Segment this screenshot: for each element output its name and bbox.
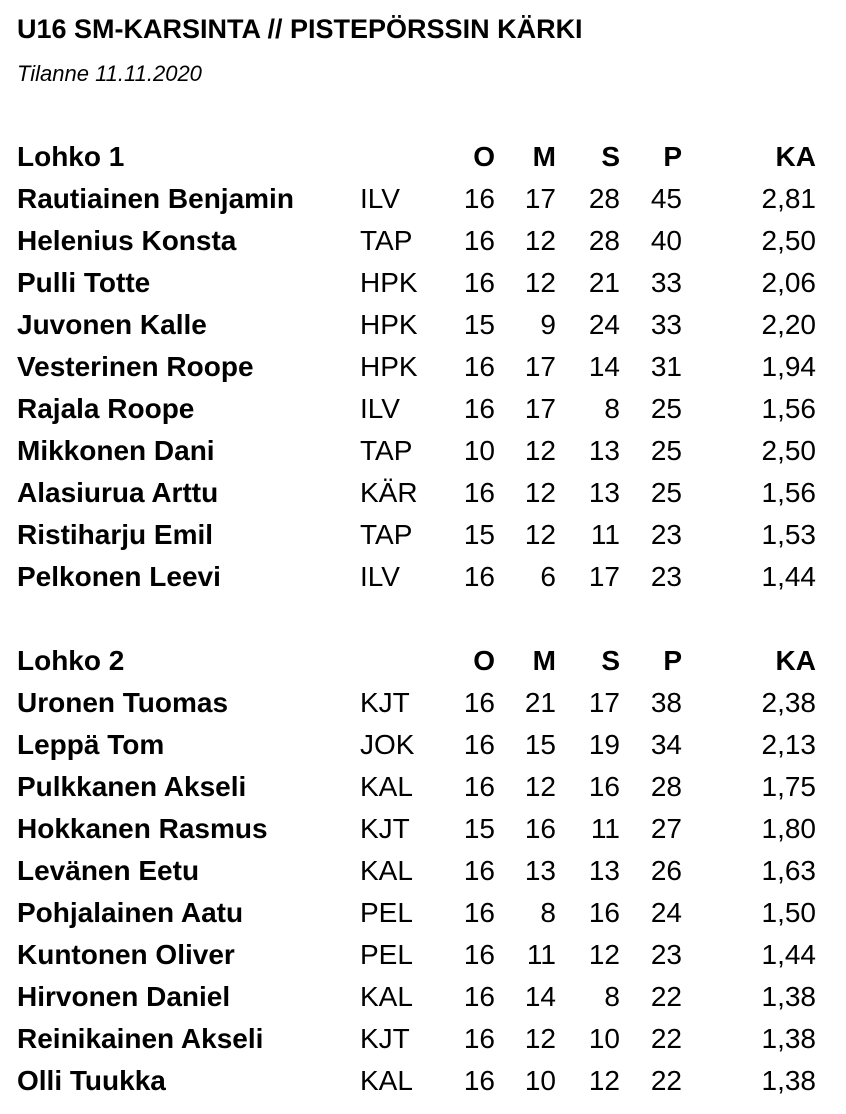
table-row bbox=[0, 430, 846, 472]
cell-ka: 2,13 bbox=[761, 729, 816, 760]
table-row bbox=[0, 934, 846, 976]
cell-team: KJT bbox=[360, 1023, 410, 1054]
cell-s: 14 bbox=[588, 351, 620, 382]
table-row bbox=[0, 1060, 846, 1102]
cell-o: 16 bbox=[463, 183, 495, 214]
cell-name: Pulkkanen Akseli bbox=[17, 771, 247, 802]
group-lohko-1 bbox=[0, 136, 846, 598]
table-row bbox=[0, 682, 846, 724]
cell-o: 16 bbox=[463, 729, 495, 760]
cell-m: 17 bbox=[524, 393, 556, 424]
cell-ka: 2,06 bbox=[761, 267, 816, 298]
cell-o: 16 bbox=[463, 267, 495, 298]
cell-m: 12 bbox=[524, 519, 556, 550]
table-row bbox=[0, 556, 846, 598]
cell-ka: 1,44 bbox=[761, 939, 816, 970]
cell-s: 28 bbox=[588, 183, 620, 214]
cell-name: Hirvonen Daniel bbox=[17, 981, 231, 1012]
cell-team: JOK bbox=[360, 729, 415, 760]
cell-p: 26 bbox=[650, 855, 682, 886]
date-subtitle: Tilanne 11.11.2020 bbox=[17, 61, 202, 86]
cell-ka: 2,20 bbox=[761, 309, 816, 340]
cell-o: 16 bbox=[463, 351, 495, 382]
cell-o: 10 bbox=[463, 435, 495, 466]
cell-o: 16 bbox=[463, 225, 495, 256]
cell-ka: 2,81 bbox=[761, 183, 816, 214]
cell-p: 23 bbox=[650, 561, 682, 592]
cell-team: HPK bbox=[360, 351, 418, 382]
cell-team: KÄR bbox=[360, 477, 418, 508]
cell-name: Pohjalainen Aatu bbox=[17, 897, 244, 928]
cell-o: 16 bbox=[463, 1023, 495, 1054]
cell-team: TAP bbox=[360, 519, 413, 550]
cell-name: Rautiainen Benjamin bbox=[17, 183, 294, 214]
cell-name: Reinikainen Akseli bbox=[17, 1023, 264, 1054]
cell-team: KJT bbox=[360, 813, 410, 844]
cell-ka: 1,44 bbox=[761, 561, 816, 592]
cell-o: 15 bbox=[463, 519, 495, 550]
cell-ka: 1,94 bbox=[761, 351, 816, 382]
cell-name: Olli Tuukka bbox=[17, 1065, 166, 1096]
cell-m: 13 bbox=[524, 855, 556, 886]
cell-team: PEL bbox=[360, 897, 413, 928]
cell-m: 12 bbox=[524, 771, 556, 802]
cell-team: KAL bbox=[360, 981, 413, 1012]
cell-m: 12 bbox=[524, 477, 556, 508]
cell-ka: 2,50 bbox=[761, 435, 816, 466]
cell-s: 16 bbox=[588, 897, 620, 928]
cell-p: 25 bbox=[650, 393, 682, 424]
cell-name: Helenius Konsta bbox=[17, 225, 237, 256]
cell-name: Hokkanen Rasmus bbox=[17, 813, 268, 844]
table-row bbox=[0, 388, 846, 430]
cell-s: 13 bbox=[588, 855, 620, 886]
cell-p: 27 bbox=[650, 813, 682, 844]
cell-p: 25 bbox=[650, 435, 682, 466]
cell-o: 16 bbox=[463, 393, 495, 424]
table-row bbox=[0, 724, 846, 766]
table-row bbox=[0, 178, 846, 220]
cell-o: 15 bbox=[463, 813, 495, 844]
cell-team: TAP bbox=[360, 435, 413, 466]
cell-m: 17 bbox=[524, 183, 556, 214]
column-header-o: O bbox=[473, 645, 495, 676]
cell-m: 21 bbox=[524, 687, 556, 718]
cell-s: 12 bbox=[588, 939, 620, 970]
cell-o: 15 bbox=[463, 309, 495, 340]
column-header-m: M bbox=[532, 141, 556, 172]
column-header-s: S bbox=[601, 645, 620, 676]
cell-s: 11 bbox=[590, 813, 620, 844]
column-header-ka: KA bbox=[775, 645, 816, 676]
column-header-ka: KA bbox=[775, 141, 816, 172]
cell-team: TAP bbox=[360, 225, 413, 256]
cell-name: Kuntonen Oliver bbox=[17, 939, 235, 970]
cell-p: 22 bbox=[650, 981, 682, 1012]
column-header-s: S bbox=[601, 141, 620, 172]
cell-name: Ristiharju Emil bbox=[17, 519, 214, 550]
cell-s: 24 bbox=[588, 309, 620, 340]
cell-team: KAL bbox=[360, 1065, 413, 1096]
cell-name: Uronen Tuomas bbox=[17, 687, 229, 718]
cell-m: 8 bbox=[540, 897, 556, 928]
table-row bbox=[0, 472, 846, 514]
cell-p: 22 bbox=[650, 1065, 682, 1096]
cell-s: 17 bbox=[588, 687, 620, 718]
table-row bbox=[0, 808, 846, 850]
cell-m: 17 bbox=[524, 351, 556, 382]
cell-ka: 1,80 bbox=[761, 813, 816, 844]
cell-team: KAL bbox=[360, 771, 413, 802]
cell-team: ILV bbox=[360, 561, 400, 592]
cell-m: 12 bbox=[524, 435, 556, 466]
cell-p: 23 bbox=[650, 519, 682, 550]
cell-ka: 1,53 bbox=[761, 519, 816, 550]
cell-ka: 1,56 bbox=[761, 477, 816, 508]
cell-s: 17 bbox=[588, 561, 620, 592]
cell-o: 16 bbox=[463, 477, 495, 508]
cell-s: 13 bbox=[588, 477, 620, 508]
cell-p: 23 bbox=[650, 939, 682, 970]
cell-team: KAL bbox=[360, 855, 413, 886]
cell-s: 8 bbox=[604, 393, 620, 424]
cell-s: 16 bbox=[588, 771, 620, 802]
cell-m: 11 bbox=[526, 939, 556, 970]
column-header-p: P bbox=[663, 645, 682, 676]
cell-s: 10 bbox=[588, 1023, 620, 1054]
column-header-m: M bbox=[532, 645, 556, 676]
cell-p: 25 bbox=[650, 477, 682, 508]
cell-ka: 1,38 bbox=[761, 981, 816, 1012]
cell-m: 10 bbox=[524, 1065, 556, 1096]
cell-p: 34 bbox=[650, 729, 682, 760]
cell-name: Alasiurua Arttu bbox=[17, 477, 219, 508]
cell-m: 14 bbox=[524, 981, 556, 1012]
cell-ka: 2,38 bbox=[761, 687, 816, 718]
group-name: Lohko 1 bbox=[17, 141, 125, 172]
cell-s: 28 bbox=[588, 225, 620, 256]
table-header bbox=[0, 640, 846, 682]
cell-s: 8 bbox=[604, 981, 620, 1012]
cell-o: 16 bbox=[463, 561, 495, 592]
group-name: Lohko 2 bbox=[17, 645, 125, 676]
cell-name: Pulli Totte bbox=[17, 267, 151, 298]
table-row bbox=[0, 514, 846, 556]
cell-o: 16 bbox=[463, 687, 495, 718]
column-header-o: O bbox=[473, 141, 495, 172]
column-header-p: P bbox=[663, 141, 682, 172]
cell-o: 16 bbox=[463, 771, 495, 802]
table-row bbox=[0, 220, 846, 262]
cell-p: 33 bbox=[650, 309, 682, 340]
cell-o: 16 bbox=[463, 855, 495, 886]
cell-team: PEL bbox=[360, 939, 413, 970]
cell-p: 40 bbox=[650, 225, 682, 256]
page-title: U16 SM-KARSINTA // PISTEPÖRSSIN KÄRKI bbox=[17, 14, 583, 44]
table-row bbox=[0, 850, 846, 892]
cell-team: HPK bbox=[360, 267, 418, 298]
cell-name: Pelkonen Leevi bbox=[17, 561, 221, 592]
cell-name: Rajala Roope bbox=[17, 393, 195, 424]
cell-name: Leppä Tom bbox=[17, 729, 165, 760]
table-row bbox=[0, 262, 846, 304]
cell-team: HPK bbox=[360, 309, 418, 340]
cell-m: 16 bbox=[524, 813, 556, 844]
cell-m: 15 bbox=[524, 729, 556, 760]
cell-p: 45 bbox=[650, 183, 682, 214]
cell-p: 28 bbox=[650, 771, 682, 802]
cell-p: 22 bbox=[650, 1023, 682, 1054]
cell-o: 16 bbox=[463, 939, 495, 970]
table-row bbox=[0, 976, 846, 1018]
cell-name: Levänen Eetu bbox=[17, 855, 200, 886]
cell-name: Vesterinen Roope bbox=[17, 351, 254, 382]
cell-m: 9 bbox=[540, 309, 556, 340]
cell-ka: 1,56 bbox=[761, 393, 816, 424]
cell-team: ILV bbox=[360, 183, 400, 214]
cell-p: 33 bbox=[650, 267, 682, 298]
cell-ka: 1,38 bbox=[761, 1065, 816, 1096]
cell-s: 13 bbox=[588, 435, 620, 466]
cell-m: 12 bbox=[524, 267, 556, 298]
table-header bbox=[0, 136, 846, 178]
table-row bbox=[0, 304, 846, 346]
table-row bbox=[0, 1018, 846, 1060]
cell-team: ILV bbox=[360, 393, 400, 424]
group-lohko-2 bbox=[0, 640, 846, 1102]
cell-s: 12 bbox=[588, 1065, 620, 1096]
cell-m: 12 bbox=[524, 1023, 556, 1054]
cell-m: 6 bbox=[540, 561, 556, 592]
cell-o: 16 bbox=[463, 981, 495, 1012]
cell-s: 19 bbox=[588, 729, 620, 760]
table-row bbox=[0, 892, 846, 934]
cell-ka: 1,63 bbox=[761, 855, 816, 886]
cell-s: 11 bbox=[590, 519, 620, 550]
cell-s: 21 bbox=[588, 267, 620, 298]
cell-o: 16 bbox=[463, 1065, 495, 1096]
cell-p: 24 bbox=[650, 897, 682, 928]
cell-name: Juvonen Kalle bbox=[17, 309, 207, 340]
cell-ka: 2,50 bbox=[761, 225, 816, 256]
cell-ka: 1,75 bbox=[761, 771, 816, 802]
table-row bbox=[0, 346, 846, 388]
cell-ka: 1,50 bbox=[761, 897, 816, 928]
cell-o: 16 bbox=[463, 897, 495, 928]
cell-m: 12 bbox=[524, 225, 556, 256]
cell-name: Mikkonen Dani bbox=[17, 435, 215, 466]
cell-p: 31 bbox=[650, 351, 682, 382]
table-row bbox=[0, 766, 846, 808]
cell-p: 38 bbox=[650, 687, 682, 718]
cell-ka: 1,38 bbox=[761, 1023, 816, 1054]
cell-team: KJT bbox=[360, 687, 410, 718]
